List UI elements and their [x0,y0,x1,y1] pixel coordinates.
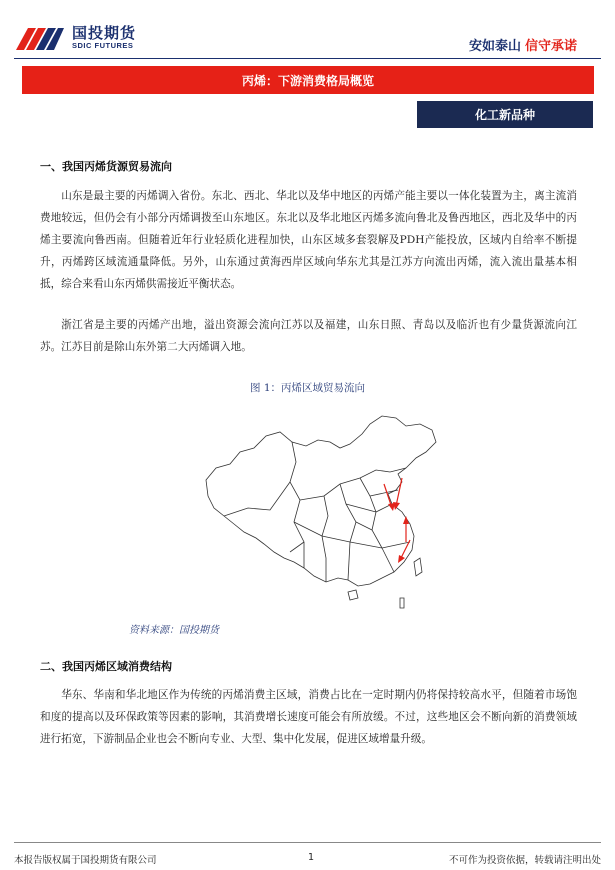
figure-caption: 图 1：丙烯区域贸易流向 [249,382,366,394]
logo-text-cn: 国投期货 [72,24,137,42]
figure-source: 资料来源：国投期货 [129,625,219,636]
footer-divider [14,842,601,843]
category-tag: 化工新品种 [417,101,593,128]
logo-text-en: SDIC FUTURES [72,41,134,50]
report-title-bar: 丙烯：下游消费格局概览 [22,66,594,94]
section1-heading: 一、我国丙烯货源贸易流向 [40,160,172,173]
slogan-part2: 信守承诺 [524,39,577,54]
section2-heading: 二、我国丙烯区域消费结构 [40,660,172,673]
section1-paragraph-1: 山东是最主要的丙烯调入省份。东北、西北、华北以及华中地区的丙烯产能主要以一体化装置为主，离主流消费地较远，但仍会有小部分丙烯调拨至山东地区。东北以及华北地区丙烯多流向鲁北及鲁西地区，西北及华中的丙烯主要流向鲁西南。但随着近年行业轻质化进程加快，山东区域多套裂解及PDH产能投放，区域内自给率不断提升，丙烯跨区域流通量降低。另外，山东通过黄海西岸区域向华东尤其是江苏方向流出丙烯，流入流出量基本相抵，综合来看山东丙烯供需接近平衡状态。 [40,190,577,290]
sdic-logo-icon [14,20,66,54]
slogan [469,35,577,54]
footer-disclaimer: 不可作为投资依据，转载请注明出处 [448,855,601,866]
section2-paragraph-1: 华东、华南和华北地区作为传统的丙烯消费主区域，消费占比在一定时期内仍将保持较高水平，但随着市场饱和度的提高以及环保政策等因素的影响，其消费增长速度可能会有所放缓。不过，这些地区会不断向新的消费领域进行拓宽，下游制品企业也会不断向专业、大型、集中化发展，促进区域增量升级。 [40,689,577,745]
slogan-part1: 安如泰山 [468,39,521,54]
china-map-icon [200,412,448,610]
page-number: 1 [308,852,315,863]
section1-paragraph-2: 浙江省是主要的丙烯产出地，溢出资源会流向江苏以及福建，山东日照、青岛以及临沂也有少量货源流向江苏。江苏目前是除山东外第二大丙烯调入地。 [40,319,577,353]
footer-copyright: 本报告版权属于国投期货有限公司 [14,855,157,866]
header-divider [14,58,601,59]
